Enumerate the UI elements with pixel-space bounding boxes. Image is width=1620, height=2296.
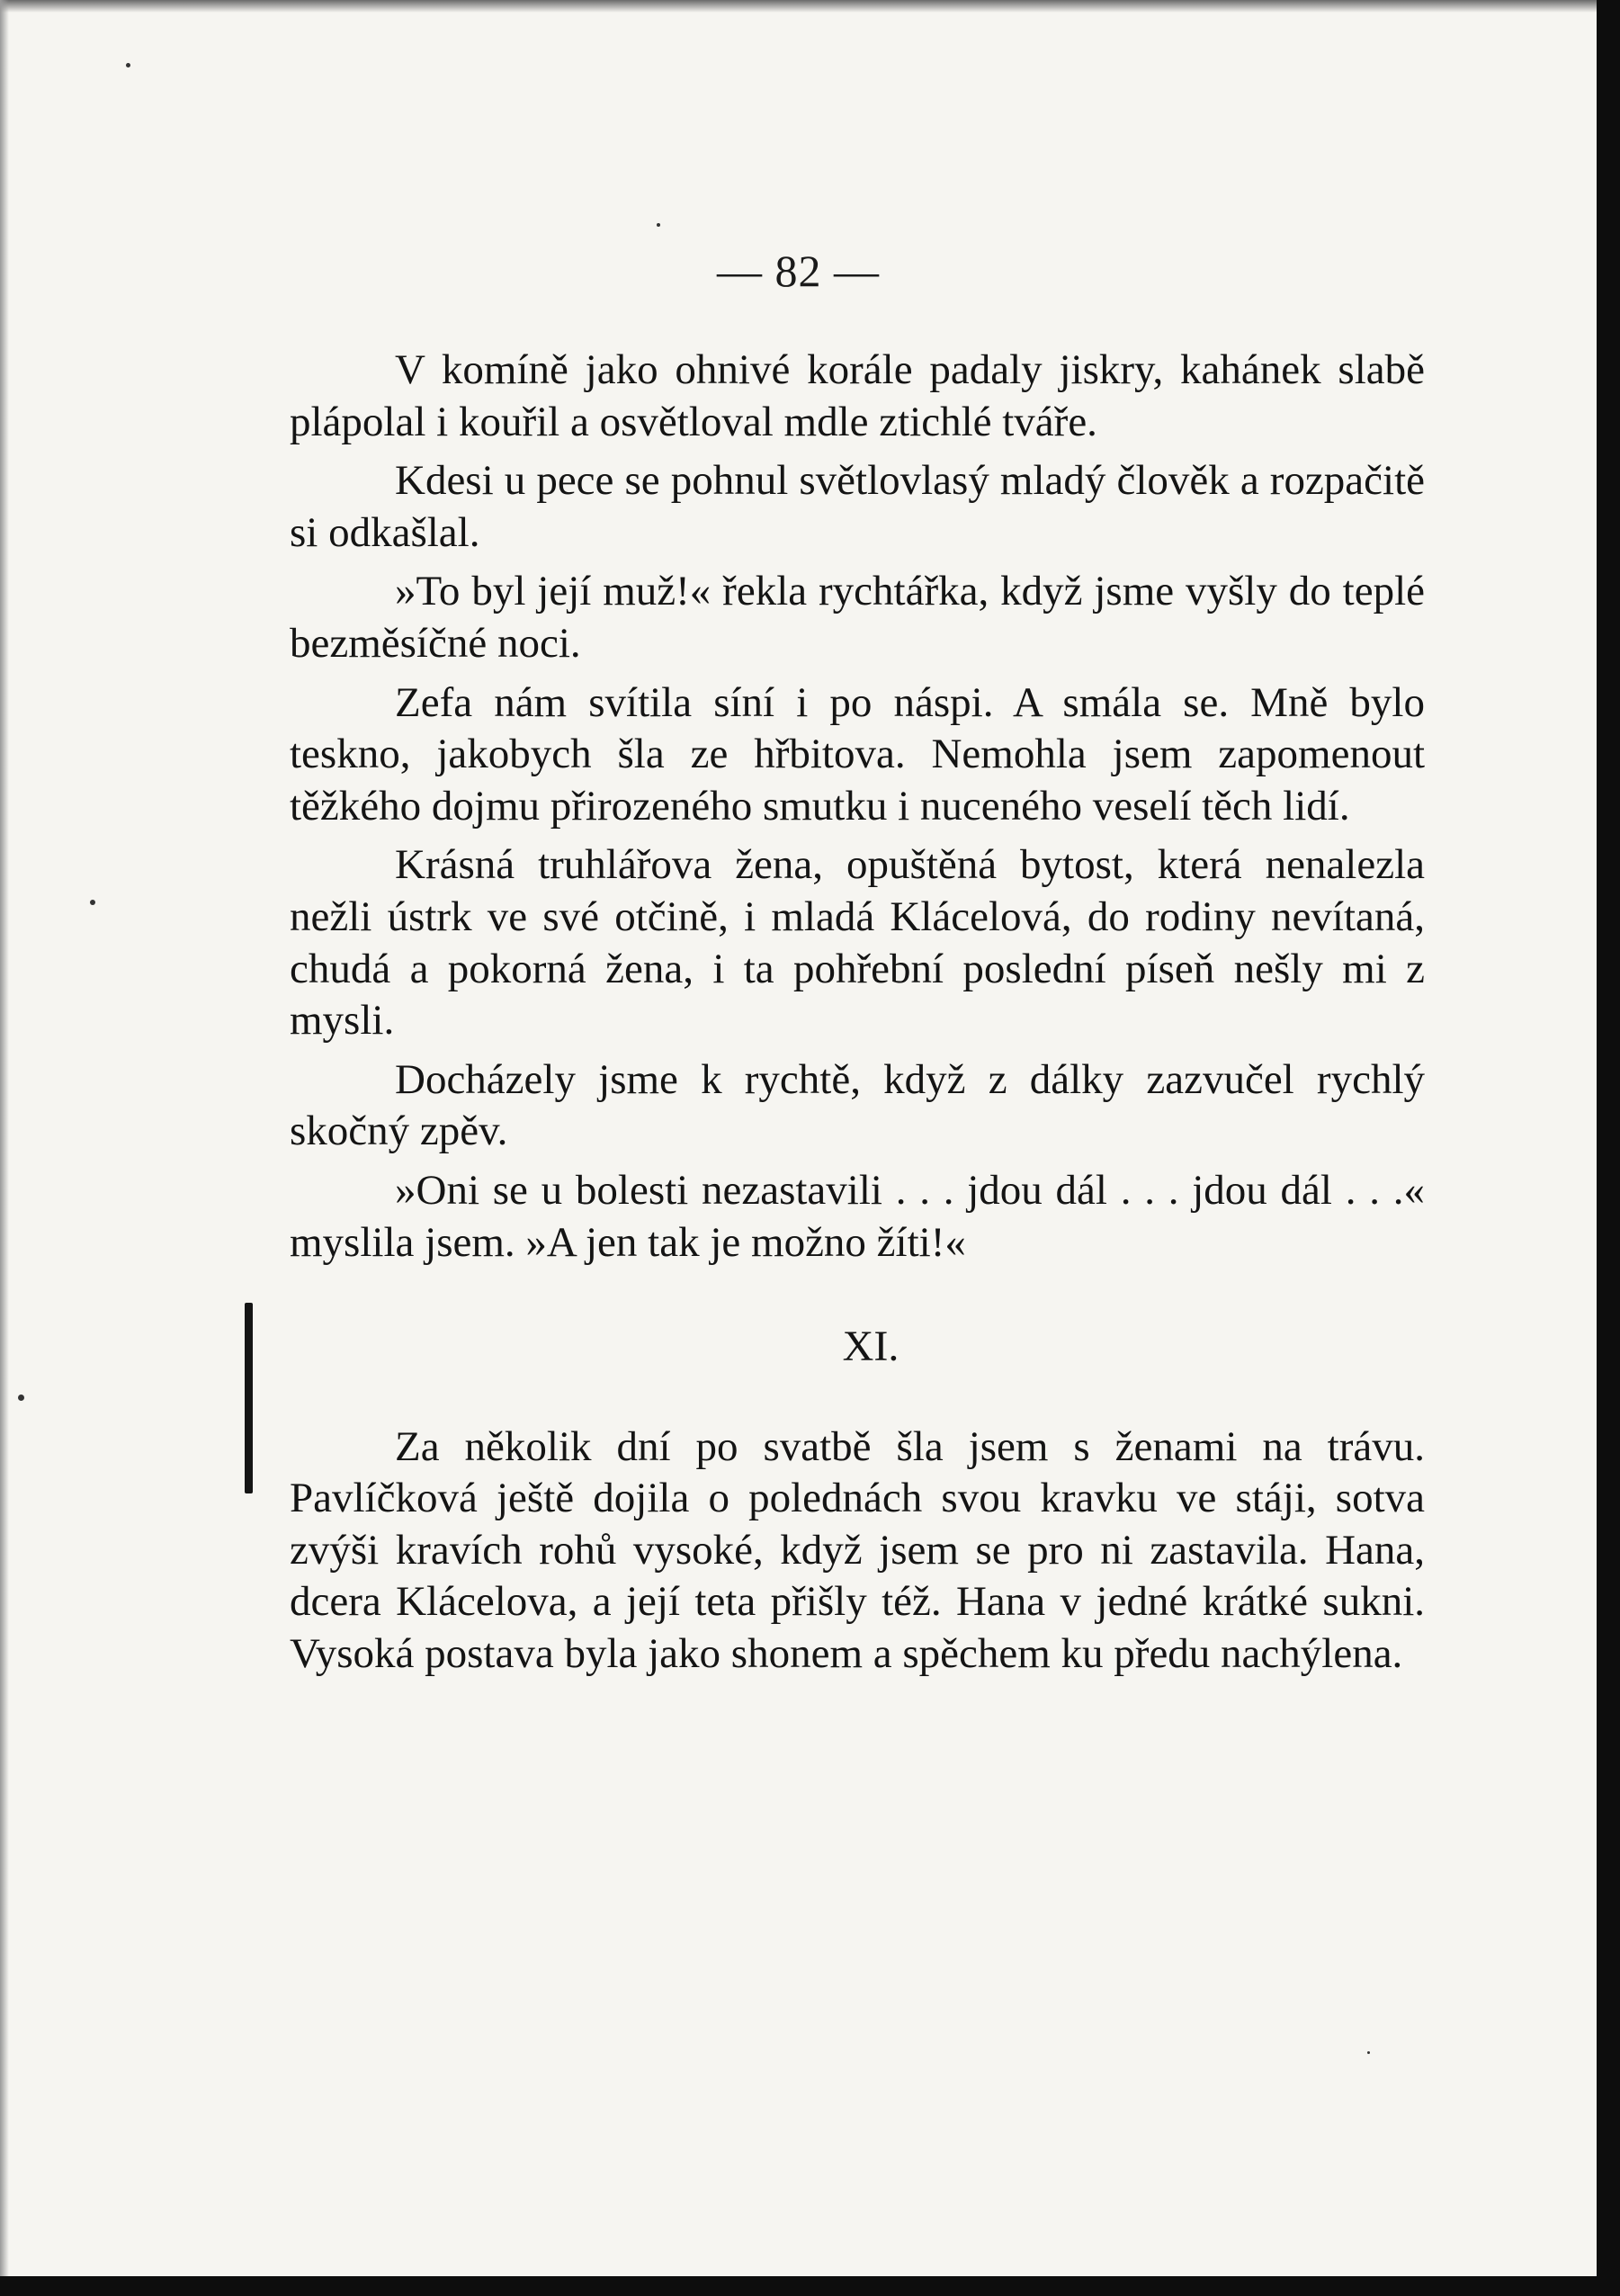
paragraph: »To byl její muž!« řekla rychtářka, když jsme vyšly do teplé bezměsíčné noci. xyxy=(290,568,1425,667)
dust-speck xyxy=(1367,2051,1370,2054)
body-text xyxy=(290,345,1425,1688)
page-number: — 82 — xyxy=(717,246,880,296)
paragraph: Kdesi u pece se pohnul světlovlasý mladý člověk a rozpačitě si odkašlal. xyxy=(290,457,1425,556)
paragraph: Docházely jsme k rychtě, když z dálky zazvučel rychlý skočný zpěv. xyxy=(290,1055,1425,1155)
paragraph: Za několik dní po svatbě šla jsem s ženami na trávu. Pavlíčková ještě dojila o polednách svou kravku ve stáji, sotva zvýši kravích rohů vysoké, když jsem se pro ni zastavila. Hana, dcera Klácelova, a její teta přišly též. Hana v jedné krátké sukni. Vysoká postava byla jako shonem a spěchem ku předu nachýlena. xyxy=(290,1422,1425,1678)
scan-shadow-top xyxy=(0,0,1597,13)
dust-speck xyxy=(657,223,660,227)
paragraph: »Oni se u bolesti nezastavili . . . jdou dál . . . jdou dál . . .« myslila jsem. »A jen tak je možno žíti!« xyxy=(290,1166,1425,1266)
dust-speck xyxy=(18,1395,24,1401)
dust-speck xyxy=(126,63,130,67)
paragraph: Krásná truhlářova žena, opuštěná bytost, která nenalezla nežli ústrk ve své otčině, i mladá Klácelová, do rodiny nevítaná, chudá a pokorná žena, i ta pohřební poslední píseň nešly mi z mysli. xyxy=(290,841,1425,1045)
paragraph: V komíně jako ohnivé korále padaly jiskry, kahánek slabě plápolal i kouřil a osvětloval mdle ztichlé tváře. xyxy=(290,346,1425,445)
dust-speck xyxy=(90,900,95,905)
margin-mark xyxy=(245,1303,253,1493)
paragraph: Zefa nám svítila síní i po náspi. A smála se. Mně bylo teskno, jakobych šla ze hřbitova. Nemohla jsem zapomenout těžkého dojmu přirozeného smutku i nuceného veselí těch lidí. xyxy=(290,678,1425,830)
chapter-heading: XI. xyxy=(842,1323,900,1371)
scan-shadow-left xyxy=(0,0,9,2276)
